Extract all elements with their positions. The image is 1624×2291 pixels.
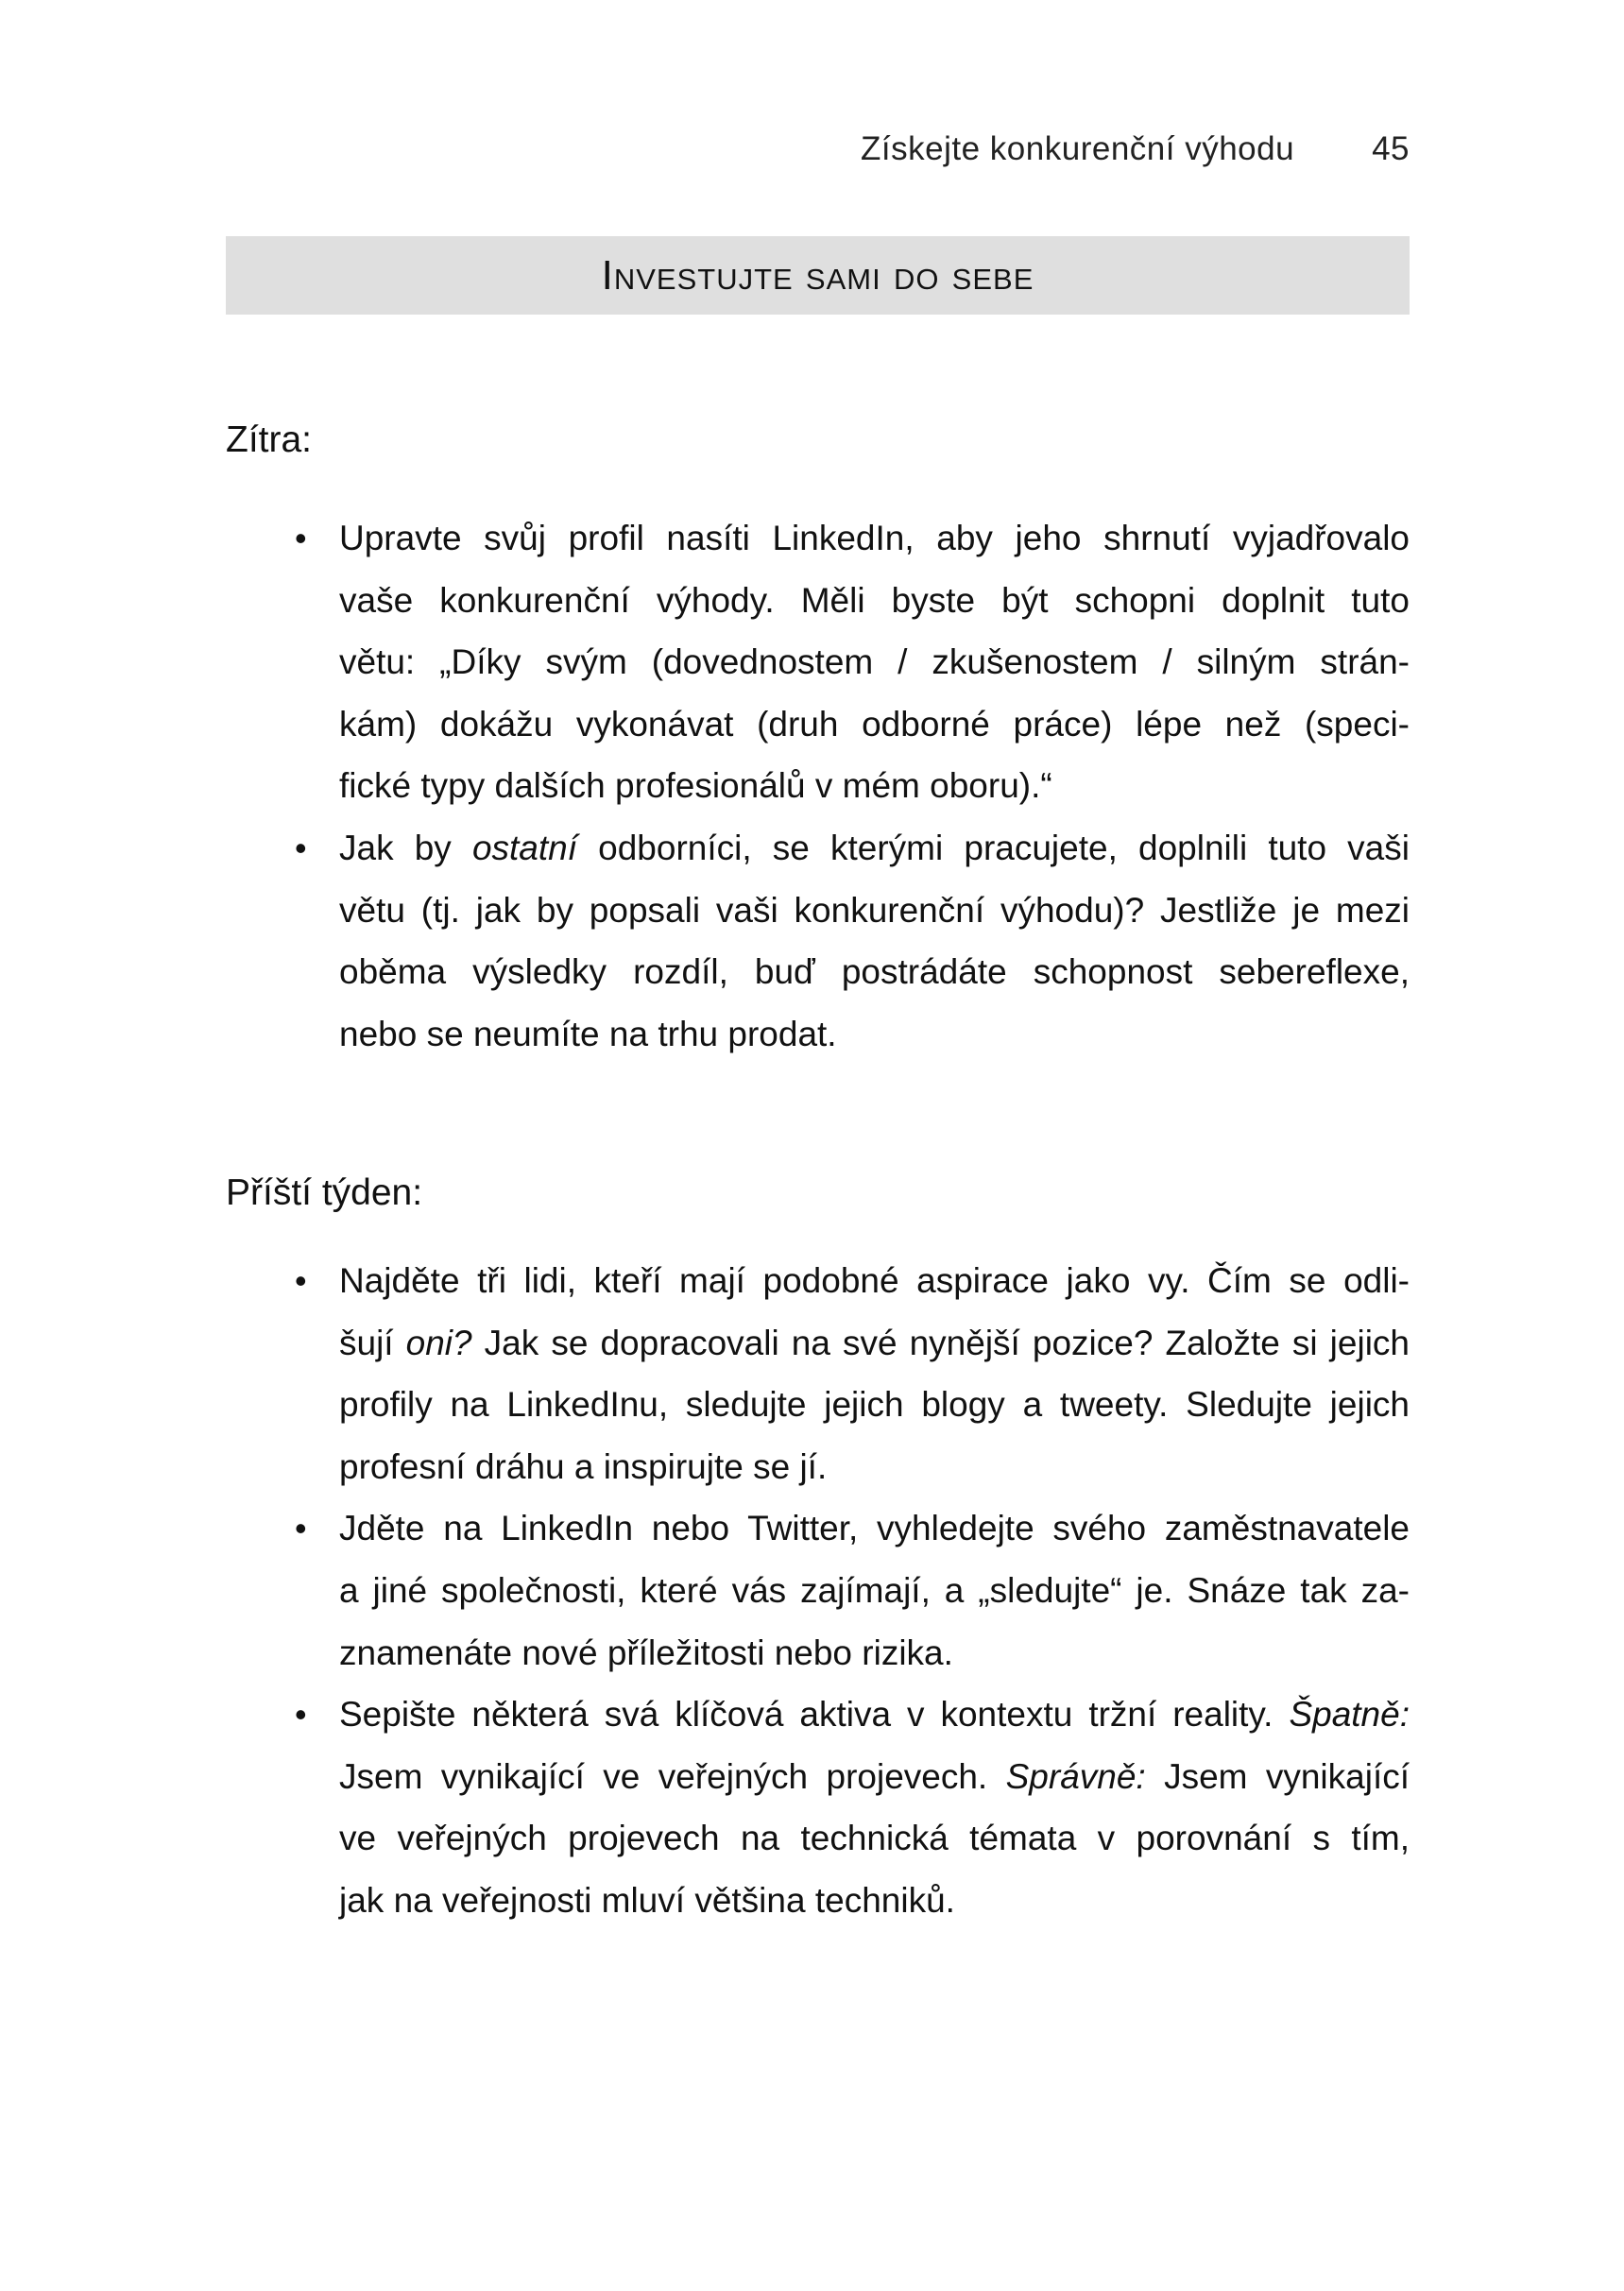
text-line — [339, 1560, 1410, 1622]
text-segment: Jsem vynikající ve veřejných projevech. — [339, 1756, 1006, 1796]
bullet-icon: • — [295, 1261, 307, 1300]
text-segment: jak na veřejnosti mluví většina techniků. — [339, 1880, 955, 1920]
running-title: Získejte konkurenční výhodu — [861, 130, 1295, 167]
text-line — [339, 1250, 1410, 1312]
emphasis: ostatní — [471, 828, 578, 867]
text-line — [339, 631, 1410, 693]
emphasis: Špatně: — [1289, 1695, 1410, 1735]
text-line — [339, 1374, 1410, 1436]
text-segment: Jsem vynikající — [1145, 1756, 1410, 1796]
text-segment: vaše konkurenční výhody. Měli byste být schopni doplnit tuto — [339, 580, 1410, 620]
text-line — [339, 693, 1410, 756]
section-title: Investujte sami do sebe — [601, 251, 1034, 299]
text-line — [339, 880, 1410, 942]
text-segment: Sepište některá svá klíčová aktiva v kontextu tržní reality. — [339, 1695, 1290, 1735]
text-line — [339, 1003, 1410, 1066]
bullet-icon: • — [295, 519, 307, 557]
text-segment: ve veřejných projevech na technická témata v porovnání s tím, — [339, 1819, 1410, 1858]
list-next-week — [295, 1250, 1410, 1932]
text-segment: znamenáte nové příležitosti nebo rizika. — [339, 1633, 953, 1672]
text-line — [339, 1312, 1410, 1375]
text-line — [339, 1684, 1410, 1746]
text-segment: profily na LinkedInu, sledujte jejich blogy a tweety. Sledujte jejich — [339, 1385, 1410, 1425]
text-line — [339, 755, 1410, 817]
text-line — [339, 1622, 1410, 1684]
heading-tomorrow: Zítra: — [226, 419, 313, 460]
text-segment: větu (tj. jak by popsali vaši konkurenční výhodu)? Jestliže je mezi — [339, 890, 1410, 930]
emphasis: Správně: — [1005, 1756, 1146, 1796]
list-item — [295, 1250, 1410, 1497]
text-line — [339, 1870, 1410, 1932]
text-segment: oběma výsledky rozdíl, buď postrádáte schopnost sebereflexe, — [339, 952, 1410, 992]
list-item — [295, 507, 1410, 817]
running-header — [861, 130, 1410, 168]
text-segment: šují — [339, 1323, 406, 1362]
bullet-icon: • — [295, 1695, 307, 1735]
list-item — [295, 1684, 1410, 1931]
text-line — [339, 941, 1410, 1003]
list-item — [295, 1497, 1410, 1684]
text-segment: Jak se dopracovali na své nynější pozice? Založte si jejich — [471, 1323, 1410, 1362]
list-tomorrow — [295, 507, 1410, 1065]
text-segment: kám) dokážu vykonávat (druh odborné práce) lépe než (speci- — [339, 704, 1410, 744]
text-segment: odborníci, se kterými pracujete, doplnili tuto vaši — [577, 828, 1410, 867]
bullet-icon: • — [295, 828, 307, 867]
text-segment: nebo se neumíte na trhu prodat. — [339, 1014, 837, 1053]
text-segment: a jiné společnosti, které vás zajímají, a „sledujte“ je. Snáze tak za- — [339, 1570, 1410, 1610]
text-segment: fické typy dalších profesionálů v mém oboru).“ — [339, 766, 1052, 806]
list-item — [295, 817, 1410, 1065]
text-segment: Upravte svůj profil nasíti LinkedIn, aby jeho shrnutí vyjadřovalo — [339, 519, 1410, 557]
text-line — [339, 1497, 1410, 1560]
text-line — [339, 1436, 1410, 1498]
text-line — [339, 1746, 1410, 1808]
section-title-bar — [226, 236, 1410, 315]
text-line — [339, 507, 1410, 570]
text-segment: větu: „Díky svým (dovednostem / zkušenostem / silným strán- — [339, 642, 1410, 682]
text-segment: Jak by — [339, 828, 472, 867]
text-segment: profesní dráhu a inspirujte se jí. — [339, 1446, 828, 1486]
text-line — [339, 1807, 1410, 1870]
text-segment: Jděte na LinkedIn nebo Twitter, vyhledejte svého zaměstnavatele — [339, 1509, 1410, 1548]
text-segment: Najděte tři lidi, kteří mají podobné aspirace jako vy. Čím se odli- — [339, 1261, 1410, 1300]
bullet-icon: • — [295, 1509, 307, 1548]
emphasis: oni? — [405, 1323, 472, 1362]
page-number: 45 — [1372, 130, 1410, 167]
heading-next-week: Příští týden: — [226, 1172, 423, 1213]
text-line — [339, 817, 1410, 880]
text-line — [339, 570, 1410, 632]
